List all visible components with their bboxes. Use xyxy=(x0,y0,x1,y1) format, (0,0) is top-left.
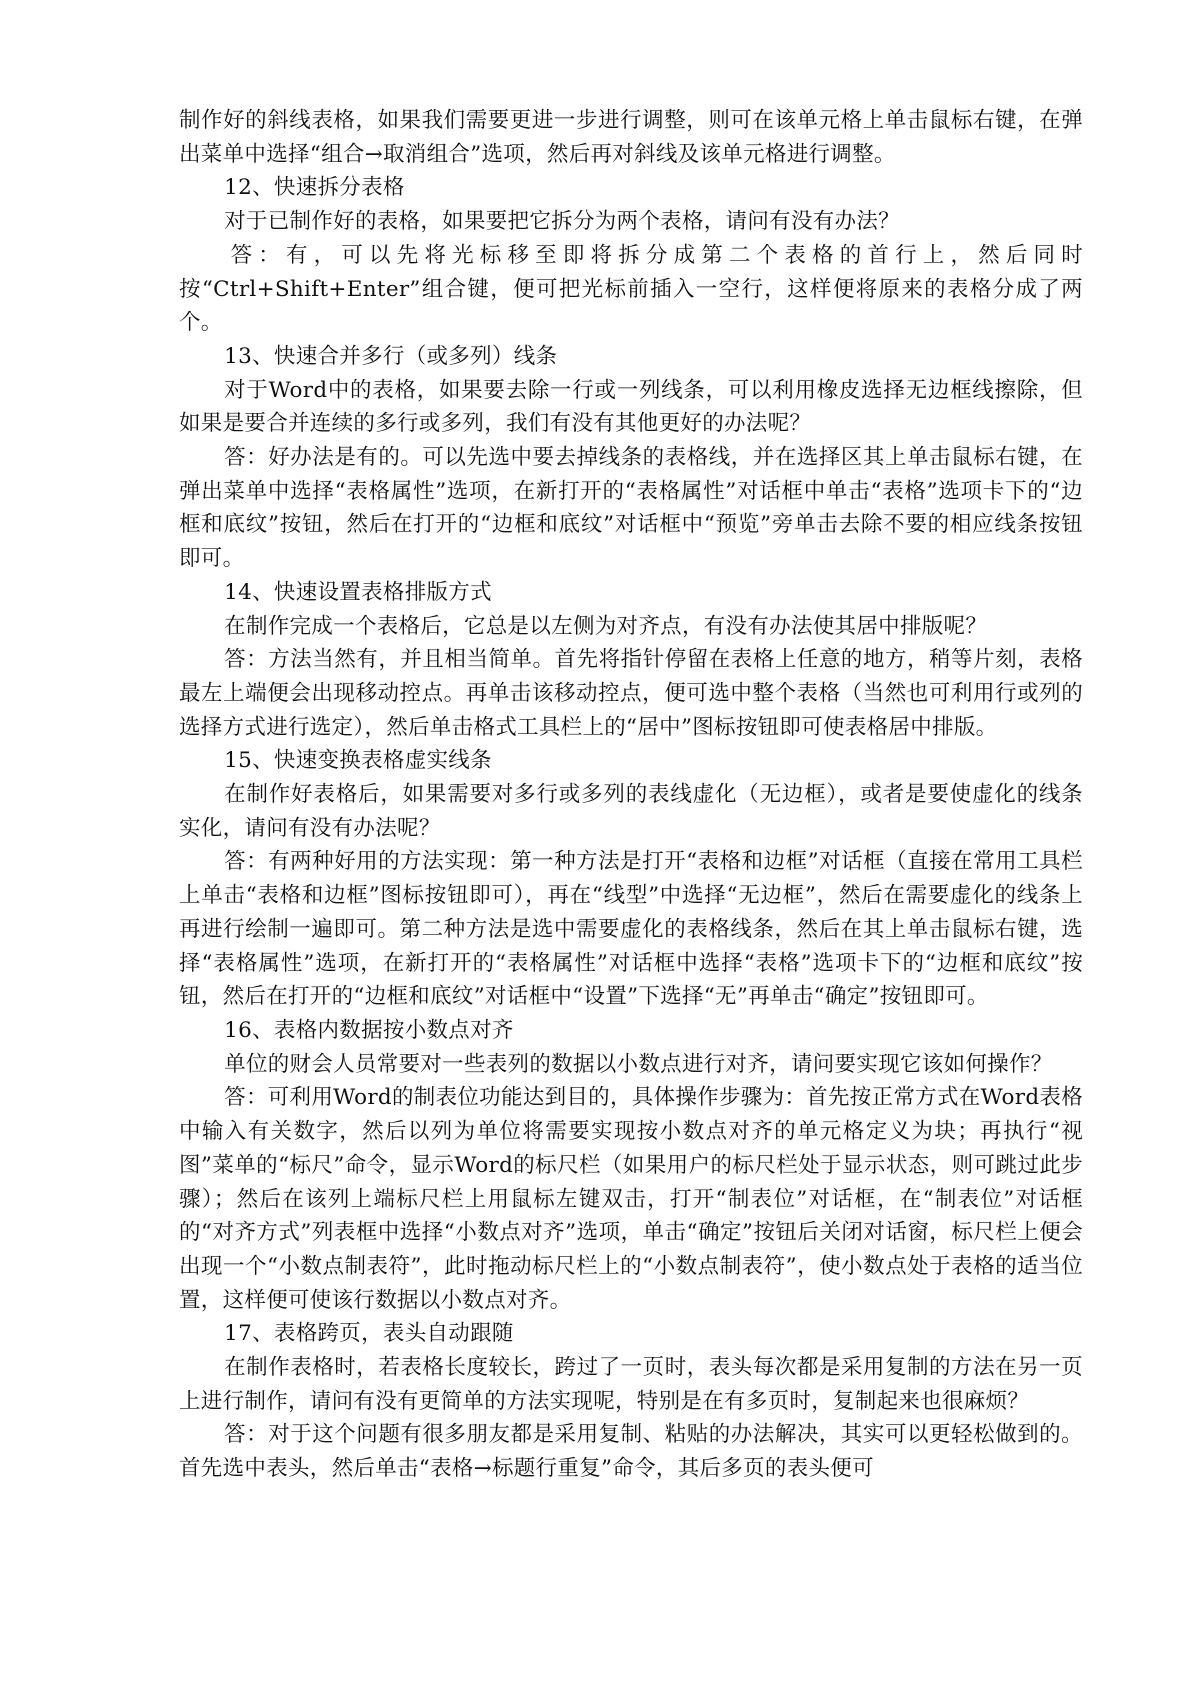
question-paragraph: 在制作好表格后，如果需要对多行或多列的表线虚化（无边框），或者是要使虚化的线条实化，请问有没有办法呢？ xyxy=(179,782,1083,841)
question-paragraph: 对于Word中的表格，如果要去除一行或一列线条，可以利用橡皮选择无边框线擦除，但如果是要合并连续的多行或多列，我们有没有其他更好的办法呢？ xyxy=(179,377,1083,437)
answer-paragraph: 答：有两种好用的方法实现：第一种方法是打开“表格和边框”对话框（直接在常用工具栏上单击“表格和边框”图标按钮即可），再在“线型”中选择“无边框”，然后在需要虚化的线条上再进行绘制一遍即可。第二种方法是选中需要虚化的表格线条，然后在其上单击鼠标右键，选择“表格属性”选项，在新打开的“表格属性”对话框中选择“表格”选项卡下的“边框和底纹”按钮，然后在打开的“边框和底纹”对话框中“设置”下选择“无”再单击“确定”按钮即可。 xyxy=(179,849,1083,1010)
answer-paragraph: 答：方法当然有，并且相当简单。首先将指针停留在表格上任意的地方，稍等片刻，表格最左上端便会出现移动控点。再单击该移动控点，便可选中整个表格（当然也可利用行或列的选择方式进行选定），然后单击格式工具栏上的“居中”图标按钮即可使表格居中排版。 xyxy=(179,647,1083,740)
question-paragraph: 对于已制作好的表格，如果要把它拆分为两个表格，请问有没有办法？ xyxy=(224,209,900,235)
section-heading-14: 14、快速设置表格排版方式 xyxy=(224,579,492,605)
section-heading-16: 16、表格内数据按小数点对齐 xyxy=(224,1017,514,1043)
document-body xyxy=(179,104,1083,1486)
question-paragraph: 在制作完成一个表格后，它总是以左侧为对齐点，有没有办法使其居中排版呢？ xyxy=(224,613,988,639)
question-paragraph: 在制作表格时，若表格长度较长，跨过了一页时，表头每次都是采用复制的方法在另一页上进行制作，请问有没有更简单的方法实现呢，特别是在有多页时，复制起来也很麻烦？ xyxy=(179,1355,1083,1414)
section-heading-15: 15、快速变换表格虚实线条 xyxy=(224,748,492,774)
answer-paragraph: 答：好办法是有的。可以先选中要去掉线条的表格线，并在选择区其上单击鼠标右键，在弹出菜单中选择“表格属性”选项，在新打开的“表格属性”对话框中单击“表格”选项卡下的“边框和底纹”按钮，然后在打开的“边框和底纹”对话框中“预览”旁单击去除不要的相应线条按钮即可。 xyxy=(179,445,1083,572)
answer-paragraph: 答：有，可以先将光标移至即将拆分成第二个表格的首行上，然后同时按“Ctrl+Shift+Enter”组合键，便可把光标前插入一空行，这样便将原来的表格分成了两个。 xyxy=(179,242,1083,336)
paragraph-continuation: 制作好的斜线表格，如果我们需要更进一步进行调整，则可在该单元格上单击鼠标右键，在弹出菜单中选择“组合→取消组合”选项，然后再对斜线及该单元格进行调整。 xyxy=(179,108,1083,167)
answer-paragraph: 答：可利用Word的制表位功能达到目的，具体操作步骤为：首先按正常方式在Word表格中输入有关数字，然后以列为单位将需要实现按小数点对齐的单元格定义为块；再执行“视图”菜单的“标尺”命令，显示Word的标尺栏（如果用户的标尺栏处于显示状态，则可跳过此步骤）；然后在该列上端标尺栏上用鼠标左键双击，打开“制表位”对话框，在“制表位”对话框的“对齐方式”列表框中选择“小数点对齐”选项，单击“确定”按钮后关闭对话窗，标尺栏上便会出现一个“小数点制表符”，此时拖动标尺栏上的“小数点制表符”，使小数点处于表格的适当位置，这样便可使该行数据以小数点对齐。 xyxy=(179,1085,1083,1313)
section-heading-12: 12、快速拆分表格 xyxy=(224,175,405,201)
section-heading-13: 13、快速合并多行（或多列）线条 xyxy=(224,343,558,369)
section-heading-17: 17、表格跨页，表头自动跟随 xyxy=(224,1321,514,1347)
answer-paragraph: 答：对于这个问题有很多朋友都是采用复制、粘贴的办法解决，其实可以更轻松做到的。首先选中表头，然后单击“表格→标题行重复”命令，其后多页的表头便可 xyxy=(179,1422,1083,1482)
question-paragraph: 单位的财会人员常要对一些表列的数据以小数点进行对齐，请问要实现它该如何操作？ xyxy=(224,1051,1053,1077)
